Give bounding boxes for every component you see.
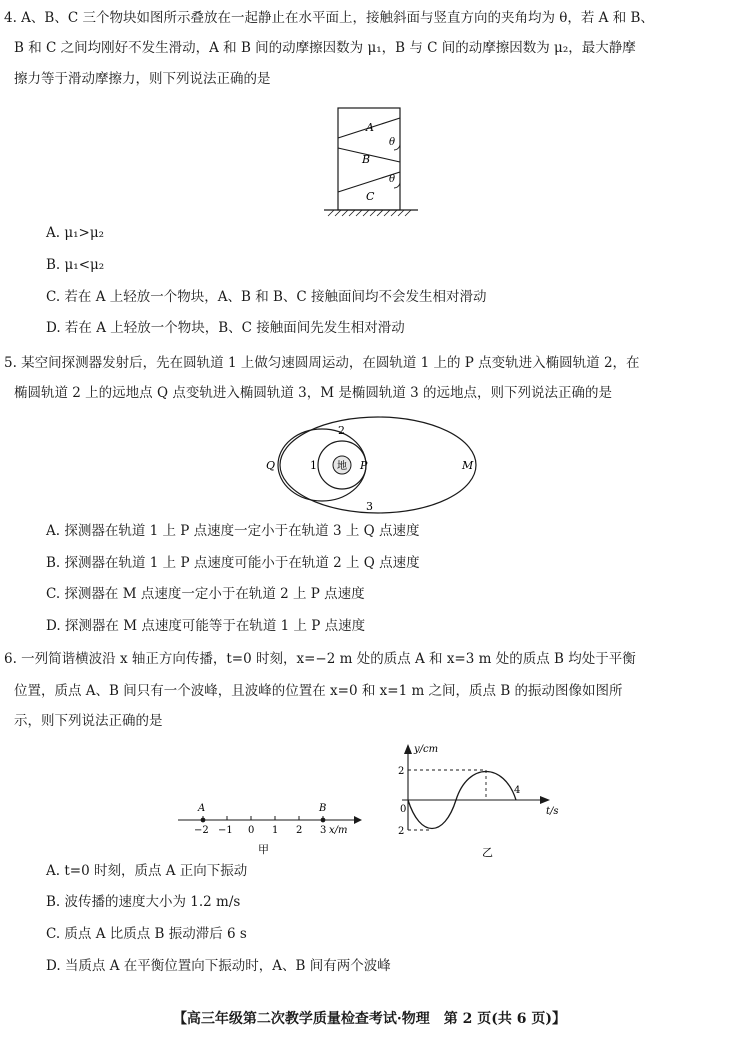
q6-stem-line-1: 6. 一列简谐横波沿 x 轴正方向传播，t=0 时刻，x=−2 m 处的质点 A 和 x=3 m 处的质点 B 均处于平衡 xyxy=(4,651,636,667)
point-a-label: A xyxy=(198,803,206,814)
tick-neg2: −2 xyxy=(194,825,209,836)
point-b-dot xyxy=(321,818,326,823)
x-axis-label: x/m xyxy=(329,825,348,836)
q4-option-b: B. μ₁<μ₂ xyxy=(46,257,105,273)
q6-option-a: A. t=0 时刻，质点 A 正向下振动 xyxy=(46,863,248,879)
tick-neg1: −1 xyxy=(218,825,233,836)
figure-jia-caption: 甲 xyxy=(258,843,269,856)
figure-yi-caption: 乙 xyxy=(482,846,493,859)
block-a-label: A xyxy=(366,121,374,134)
earth-label: 地 xyxy=(337,461,347,472)
t-4-label: 4 xyxy=(514,785,521,796)
orbit-2 xyxy=(278,429,366,501)
point-q-label: Q xyxy=(266,459,276,472)
y-top-label: 2 xyxy=(398,766,405,777)
q5-option-b: B. 探测器在轨道 1 上 P 点速度可能小于在轨道 2 上 Q 点速度 xyxy=(46,555,420,571)
q6-stem-line-2: 位置，质点 A、B 间只有一个波峰，且波峰的位置在 x=0 和 x=1 m 之间，质点 B 的振动图像如图所 xyxy=(14,683,623,699)
q4-stem-line-3: 擦力等于滑动摩擦力，则下列说法正确的是 xyxy=(14,71,271,87)
t-axis-label: t/s xyxy=(546,806,559,817)
tick-0: 0 xyxy=(248,825,255,836)
orbit-2-label: 2 xyxy=(338,424,345,437)
ground-hatch xyxy=(328,210,411,216)
q4-option-c: C. 若在 A 上轻放一个物块，A、B 和 B、C 接触面间均不会发生相对滑动 xyxy=(46,289,487,305)
block-c-label: C xyxy=(366,190,375,203)
q4-stem-line-2: B 和 C 之间均刚好不发生滑动，A 和 B 间的动摩擦因数为 μ₁，B 与 C 间的动摩擦因数为 μ₂，最大静摩 xyxy=(14,40,636,56)
q5-stem-line-2: 椭圆轨道 2 上的远地点 Q 点变轨进入椭圆轨道 3，M 是椭圆轨道 3 的远地点，则下列说法正确的是 xyxy=(14,385,612,401)
tick-3: 3 xyxy=(320,825,327,836)
point-b-label: B xyxy=(319,803,327,814)
tick-1: 1 xyxy=(272,825,279,836)
q5-option-d: D. 探测器在 M 点速度可能等于在轨道 1 上 P 点速度 xyxy=(46,618,366,634)
q5-stem-line-1: 5. 某空间探测器发射后，先在圆轨道 1 上做匀速圆周运动，在圆轨道 1 上的 P 点变轨进入椭圆轨道 2，在 xyxy=(4,355,640,371)
q5-orbit-figure xyxy=(258,412,488,518)
angle-theta-2: θ xyxy=(389,174,396,185)
y-bottom-label: 2 xyxy=(398,826,405,837)
origin-label: 0 xyxy=(400,804,407,815)
angle-theta-1: θ xyxy=(389,137,396,148)
point-p-label: P xyxy=(360,459,368,472)
q6-wave-axis-figure xyxy=(172,796,372,858)
q5-option-a: A. 探测器在轨道 1 上 P 点速度一定小于在轨道 3 上 Q 点速度 xyxy=(46,523,420,539)
q6-option-d: D. 当质点 A 在平衡位置向下振动时，A、B 间有两个波峰 xyxy=(46,958,391,974)
orbit-3-label: 3 xyxy=(366,500,373,513)
q6-stem-line-3: 示，则下列说法正确的是 xyxy=(14,713,163,729)
q6-vibration-graph xyxy=(392,738,572,862)
point-a-dot xyxy=(201,818,206,823)
y-axis-label: y/cm xyxy=(414,744,439,755)
q4-option-a: A. μ₁>μ₂ xyxy=(46,225,105,241)
q6-option-b: B. 波传播的速度大小为 1.2 m/s xyxy=(46,894,241,910)
q4-blocks-figure xyxy=(318,100,428,218)
block-b-label: B xyxy=(362,153,371,166)
page-footer: 【高三年级第二次教学质量检查考试·物理 第 2 页(共 6 页)】 xyxy=(172,1011,567,1027)
q5-option-c: C. 探测器在 M 点速度一定小于在轨道 2 上 P 点速度 xyxy=(46,586,365,602)
tick-2: 2 xyxy=(296,825,303,836)
q4-stem-line-1: 4. A、B、C 三个物块如图所示叠放在一起静止在水平面上，接触斜面与竖直方向的夹角均为 θ，若 A 和 B、 xyxy=(4,10,654,26)
point-m-label: M xyxy=(462,459,474,472)
q4-option-d: D. 若在 A 上轻放一个物块，B、C 接触面间先发生相对滑动 xyxy=(46,320,405,336)
q6-option-c: C. 质点 A 比质点 B 振动滞后 6 s xyxy=(46,926,247,942)
orbit-1-label: 1 xyxy=(310,459,317,472)
